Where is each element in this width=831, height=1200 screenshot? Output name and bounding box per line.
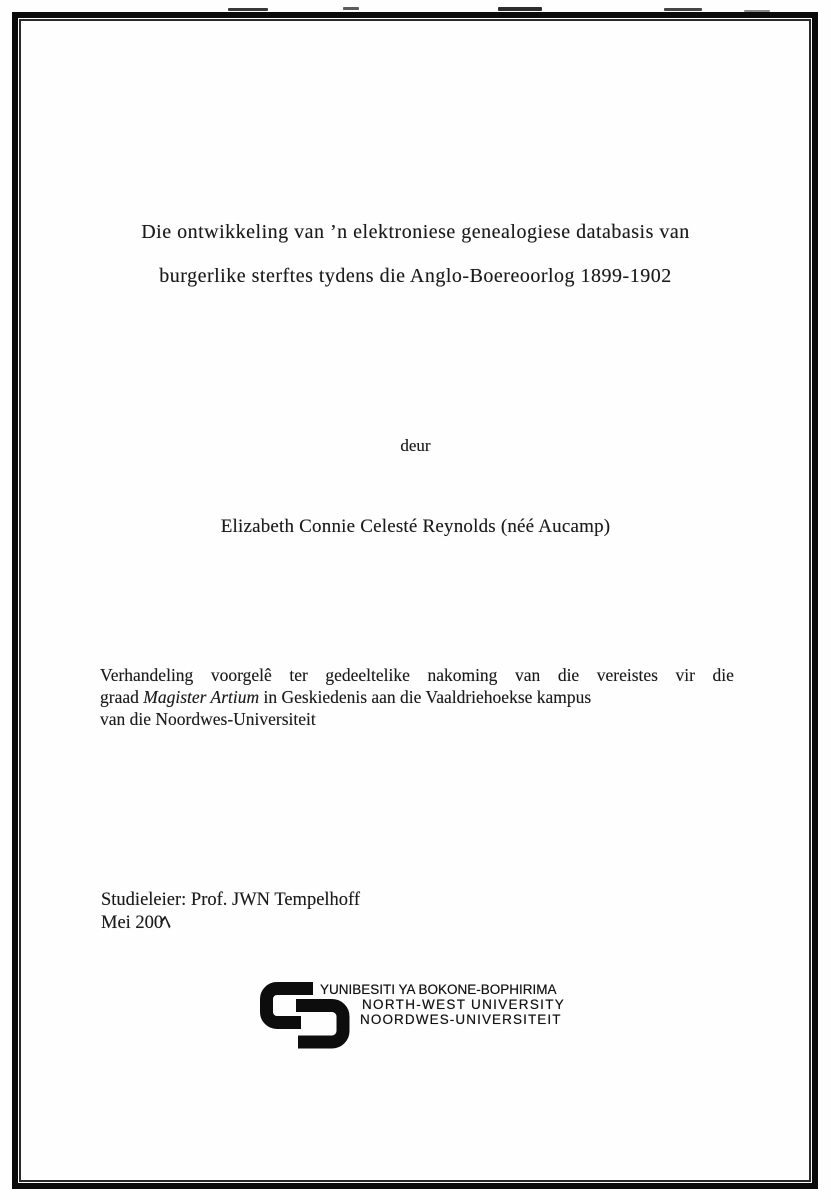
byline-label: deur <box>400 436 431 455</box>
scan-artifact <box>228 8 268 11</box>
university-name-afrikaans: NOORDWES-UNIVERSITEIT <box>360 1012 562 1027</box>
supervisor-block <box>101 889 360 935</box>
university-name-english: NORTH-WEST UNIVERSITY <box>362 997 566 1012</box>
date-prefix: Mei 200 <box>101 913 164 933</box>
word: die <box>712 665 734 685</box>
word: die <box>557 665 580 685</box>
thesis-title-line-2: burgerlike sterftes tydens die Anglo-Boereoorlog 1899-1902 <box>159 265 672 287</box>
scan-artifact <box>343 7 359 10</box>
word: gedeeltelike <box>325 665 410 685</box>
thesis-title-line-1: Die ontwikkeling van ’n elektroniese genealogiese databasis van <box>141 221 690 243</box>
degree-prefix: graad <box>100 687 139 707</box>
degree-name: Magister Artium <box>143 687 260 707</box>
supervisor-line: Studieleier: Prof. JWN Tempelhoff <box>101 890 361 910</box>
word: ter <box>289 665 308 685</box>
word: van <box>514 665 541 685</box>
word: voorgelê <box>210 665 272 685</box>
word: vir <box>675 665 695 685</box>
date-line <box>101 912 360 935</box>
university-name-setswana: YUNIBESITI YA BOKONE-BOPHIRIMA <box>320 982 557 997</box>
submission-line-2 <box>100 686 734 708</box>
scan-artifact <box>498 7 542 11</box>
thesis-title <box>24 210 807 298</box>
word: Verhandeling <box>100 665 194 685</box>
word: vereistes <box>596 665 658 685</box>
author-name: Elizabeth Connie Celesté Reynolds (néé Aucamp) <box>220 516 611 537</box>
university-name-block <box>320 982 565 1027</box>
submission-line-1 <box>100 664 734 686</box>
scan-artifact <box>664 8 702 11</box>
degree-suffix: in Geskiedenis aan die Vaaldriehoekse kampus <box>263 687 592 707</box>
word: nakoming <box>427 665 498 685</box>
date-last-digit: 7 <box>157 913 178 933</box>
submission-statement <box>100 664 734 730</box>
submission-line-3: van die Noordwes-Universiteit <box>100 709 316 729</box>
